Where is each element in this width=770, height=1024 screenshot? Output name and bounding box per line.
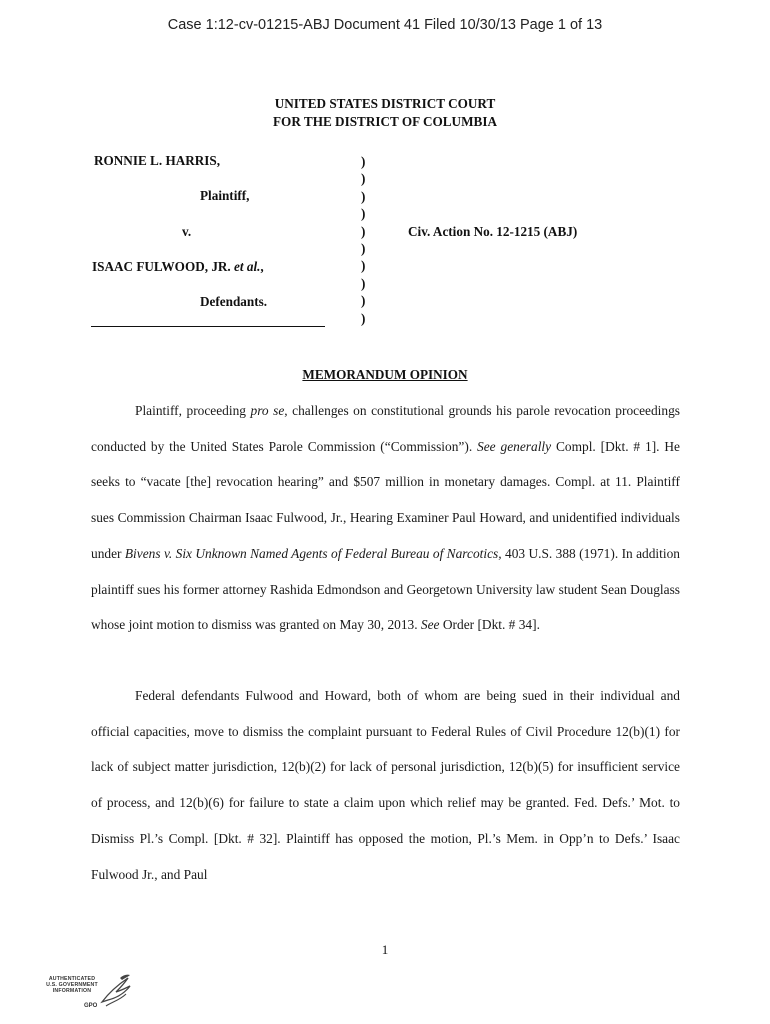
caption-paren: ): [361, 154, 366, 169]
p1-italic-pro-se: pro se: [250, 403, 285, 418]
p2-text: Federal defendants Fulwood and Howard, both of whom are being sued in their individual and official capacities, move to dismiss the complaint pursuant to Federal Rules of Civil Procedure 12(b)(1) for lack of subject matter jurisdiction, 12(b)(2) for lack of personal jurisdiction, 12(b)(5) for insufficient service of process, and 12(b)(6) for failure to state a claim upon which relief may be granted. Fed. Defs.’ Mot. to Dismiss Pl.’s Compl. [Dkt. # 32]. Plaintiff has opposed the motion, Pl.’s Mem. in Opp’n to Defs.’ Isaac Fulwood Jr., and Paul: [91, 688, 680, 882]
caption-paren: ): [361, 275, 366, 291]
caption-rule: [91, 326, 325, 327]
caption-paren: ): [361, 310, 366, 326]
versus-label: v.: [182, 224, 192, 239]
eagle-icon: [98, 972, 132, 1010]
gpo-logo-text: [40, 976, 104, 994]
p1-italic-bivens: Bivens v. Six Unknown Named Agents of Federal Bureau of Narcotics,: [124, 545, 502, 561]
p1-text: Plaintiff, proceeding: [135, 403, 251, 418]
caption-parentheses: [361, 153, 373, 327]
defendant-role: Defendants.: [200, 294, 268, 309]
plaintiff-name: RONNIE L. HARRIS,: [94, 153, 221, 168]
case-header: Case 1:12-cv-01215-ABJ Document 41 Filed 10/30/13 Page 1 of 13: [167, 17, 603, 33]
memorandum-title: MEMORANDUM OPINION: [302, 367, 468, 382]
caption-paren: ): [361, 223, 366, 239]
gpo-logo-mark: GPO: [84, 1003, 98, 1009]
caption-paren: ): [361, 188, 366, 204]
defendant-name-comma: ,: [260, 259, 264, 274]
caption-paren: ): [361, 293, 366, 309]
gpo-logo-line: INFORMATION: [52, 988, 92, 994]
defendant-name-text: ISAAC FULWOOD, JR.: [92, 259, 235, 274]
defendant-et-al: et al.: [234, 259, 261, 274]
caption-paren: ): [361, 171, 366, 187]
gpo-authentication-logo: [40, 972, 132, 1010]
court-heading: [0, 95, 770, 131]
court-name-line: UNITED STATES DISTRICT COURT: [274, 96, 496, 111]
caption-paren: ): [361, 206, 366, 222]
page-number: 1: [381, 942, 389, 957]
p1-text: Order [Dkt. # 34].: [439, 617, 540, 633]
gpo-logo-line: AUTHENTICATED: [48, 976, 96, 982]
civil-action-number: Civ. Action No. 12-1215 (ABJ): [408, 224, 578, 239]
caption-paren: ): [361, 241, 366, 257]
paragraph-1: [91, 393, 680, 643]
p1-text: 403 U.S. 388 (1971). In addition plaintiff sues his former attorney Rashida Edmondson and Georgetown University law student Sean Douglass whose joint motion to dismiss was granted on May 30, 2013.: [91, 545, 680, 633]
defendant-name: [92, 259, 264, 275]
p1-text: Compl. [Dkt. # 1]. He seeks to “vacate [the] revocation hearing” and $507 million in monetary damages. Compl. at 11. Plaintiff sues Commission Chairman Isaac Fulwood, Jr., Hearing Examiner Paul Howard, and unidentified individuals under: [91, 438, 680, 561]
paragraph-2: [91, 678, 680, 892]
gpo-logo-line: U.S. GOVERNMENT: [46, 982, 98, 988]
p1-text: , challenges on constitutional grounds his parole revocation proceedings conducted by the United States Parole Commission (“Commission”).: [91, 403, 680, 454]
p1-italic-see: See: [420, 617, 440, 633]
p1-italic-see-generally: See generally: [477, 438, 552, 454]
caption-paren: ): [361, 258, 366, 274]
court-district-line: FOR THE DISTRICT OF COLUMBIA: [273, 114, 497, 129]
plaintiff-role: Plaintiff,: [200, 188, 250, 203]
